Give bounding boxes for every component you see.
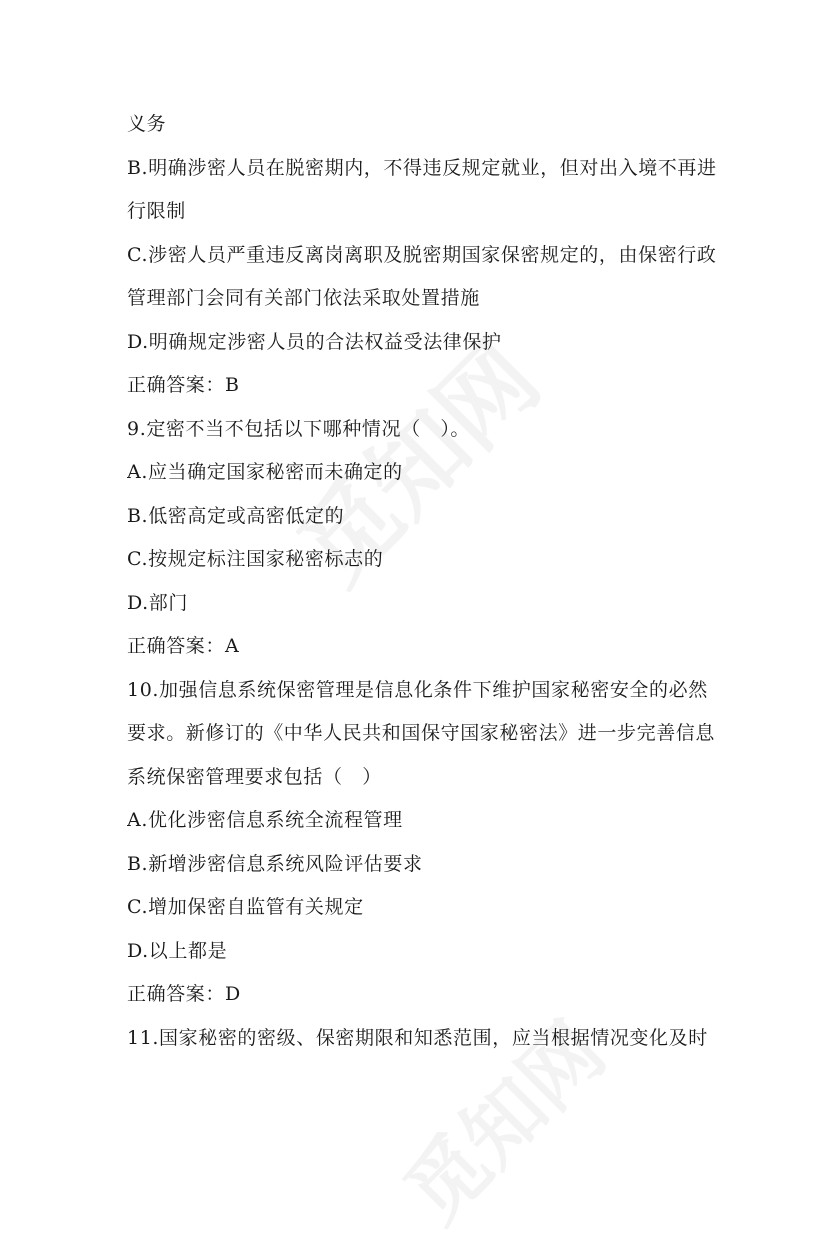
option-d: D.以上都是 [127,939,228,962]
question-10: 10.加强信息系统保密管理是信息化条件下维护国家秘密安全的必然 [127,678,708,701]
question-9: 9.定密不当不包括以下哪种情况（ ）。 [127,417,471,440]
text-line: 行限制 [127,200,186,222]
option-b: B.新增涉密信息系统风险评估要求 [127,852,423,875]
option-d: D.部门 [127,591,188,614]
option-c: C.增加保密自监管有关规定 [127,896,364,918]
option-c: C.按规定标注国家秘密标志的 [127,548,384,570]
document-body [127,106,717,1063]
option-d: D.明确规定涉密人员的合法权益受法律保护 [127,330,502,353]
option-c: C.涉密人员严重违反离岗离职及脱密期国家保密规定的，由保密行政 [127,243,717,266]
option-b: B.明确涉密人员在脱密期内，不得违反规定就业，但对出入境不再进 [127,156,717,179]
option-b: B.低密高定或高密低定的 [127,504,345,527]
answer-line: 正确答案：B [127,374,240,396]
answer-line: 正确答案：D [127,983,241,1005]
text-line: 要求。新修订的《中华人民共和国保守国家秘密法》进一步完善信息 [127,722,716,744]
text-line: 义务 [127,113,167,135]
question-11: 11.国家秘密的密级、保密期限和知悉范围，应当根据情况变化及时 [127,1026,708,1049]
answer-line: 正确答案：A [127,635,240,657]
text-line: 管理部门会同有关部门依法采取处置措施 [127,287,480,309]
option-a: A.应当确定国家秘密而未确定的 [127,461,403,483]
option-a: A.优化涉密信息系统全流程管理 [127,809,403,831]
text-line: 系统保密管理要求包括（ ） [127,765,382,788]
